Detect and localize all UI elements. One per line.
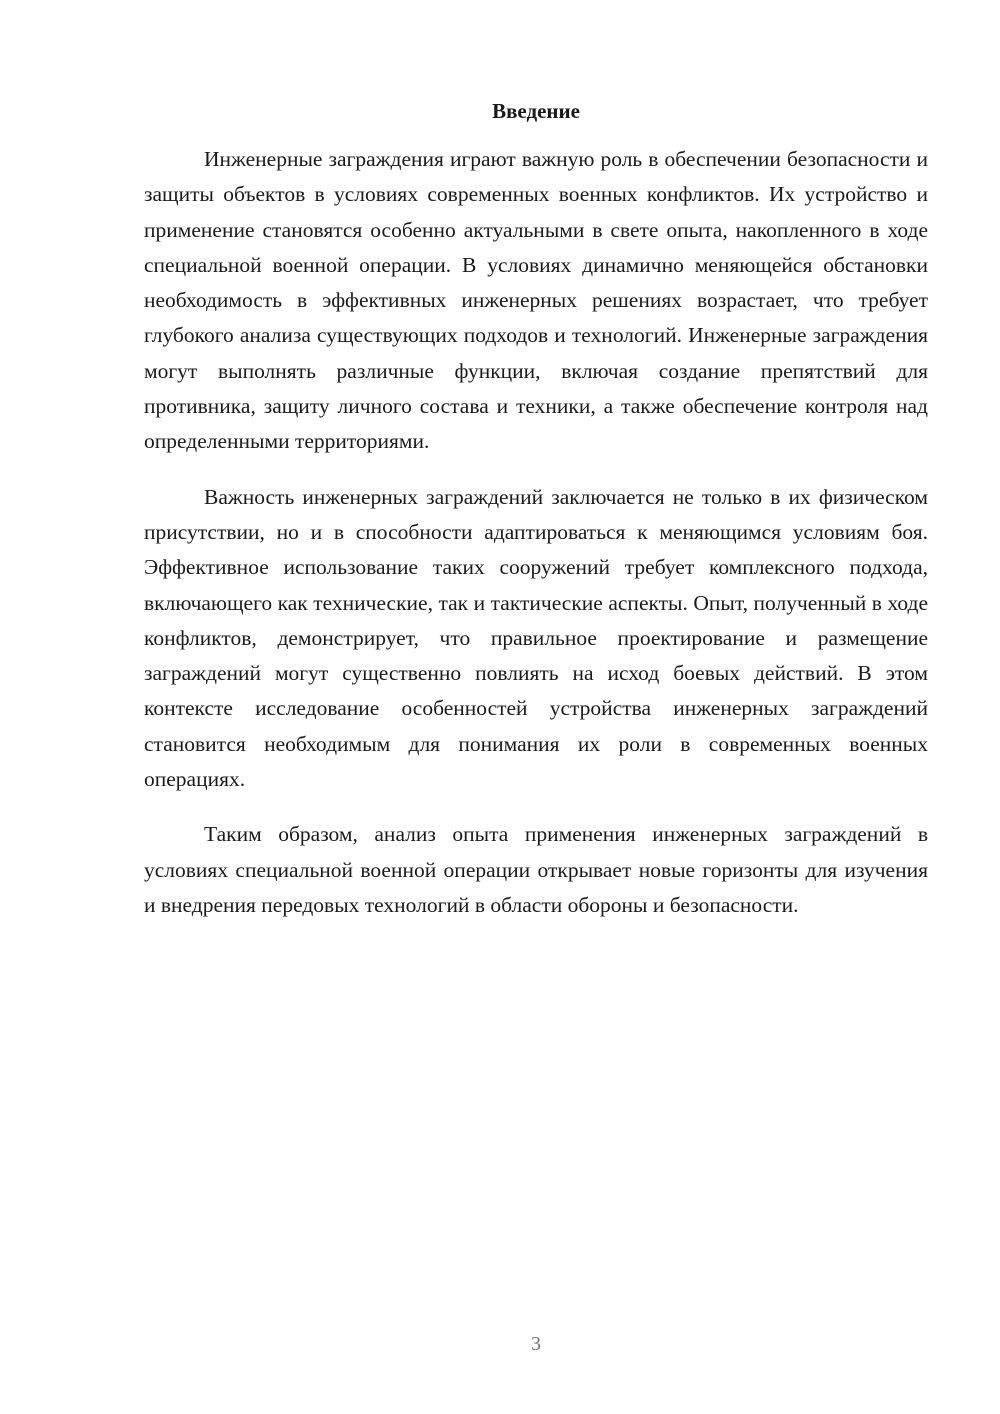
- page-number: 3: [531, 1333, 541, 1355]
- document-body: [144, 142, 928, 943]
- page-title: Введение: [492, 99, 580, 123]
- paragraph: Таким образом, анализ опыта применения инженерных заграждений в условиях специальной военной операции открывает новые горизонты для изучения и внедрения передовых технологий в области обороны и безопасности.: [144, 822, 928, 917]
- paragraph: Важность инженерных заграждений заключается не только в их физическом присутствии, но и в способности адаптироваться к меняющимся условиям боя. Эффективное использование таких сооружений требует комплексного подхода, включающего как технические, так и тактические аспекты. Опыт, полученный в ходе конфликтов, демонстрирует, что правильное проектирование и размещение заграждений могут существенно повлиять на исход боевых действий. В этом контексте исследование особенностей устройства инженерных заграждений становится необходимым для понимания их роли в современных военных операциях.: [144, 484, 928, 792]
- paragraph: Инженерные заграждения играют важную роль в обеспечении безопасности и защиты объектов в условиях современных военных конфликтов. Их устройство и применение становятся особенно актуальными в свете опыта, накопленного в ходе специальной военной операции. В условиях динамично меняющейся обстановки необходимость в эффективных инженерных решениях возрастает, что требует глубокого анализа существующих подходов и технологий. Инженерные заграждения могут выполнять различные функции, включая создание препятствий для противника, защиту личного состава и техники, а также обеспечение контроля над определенными территориями.: [144, 147, 928, 454]
